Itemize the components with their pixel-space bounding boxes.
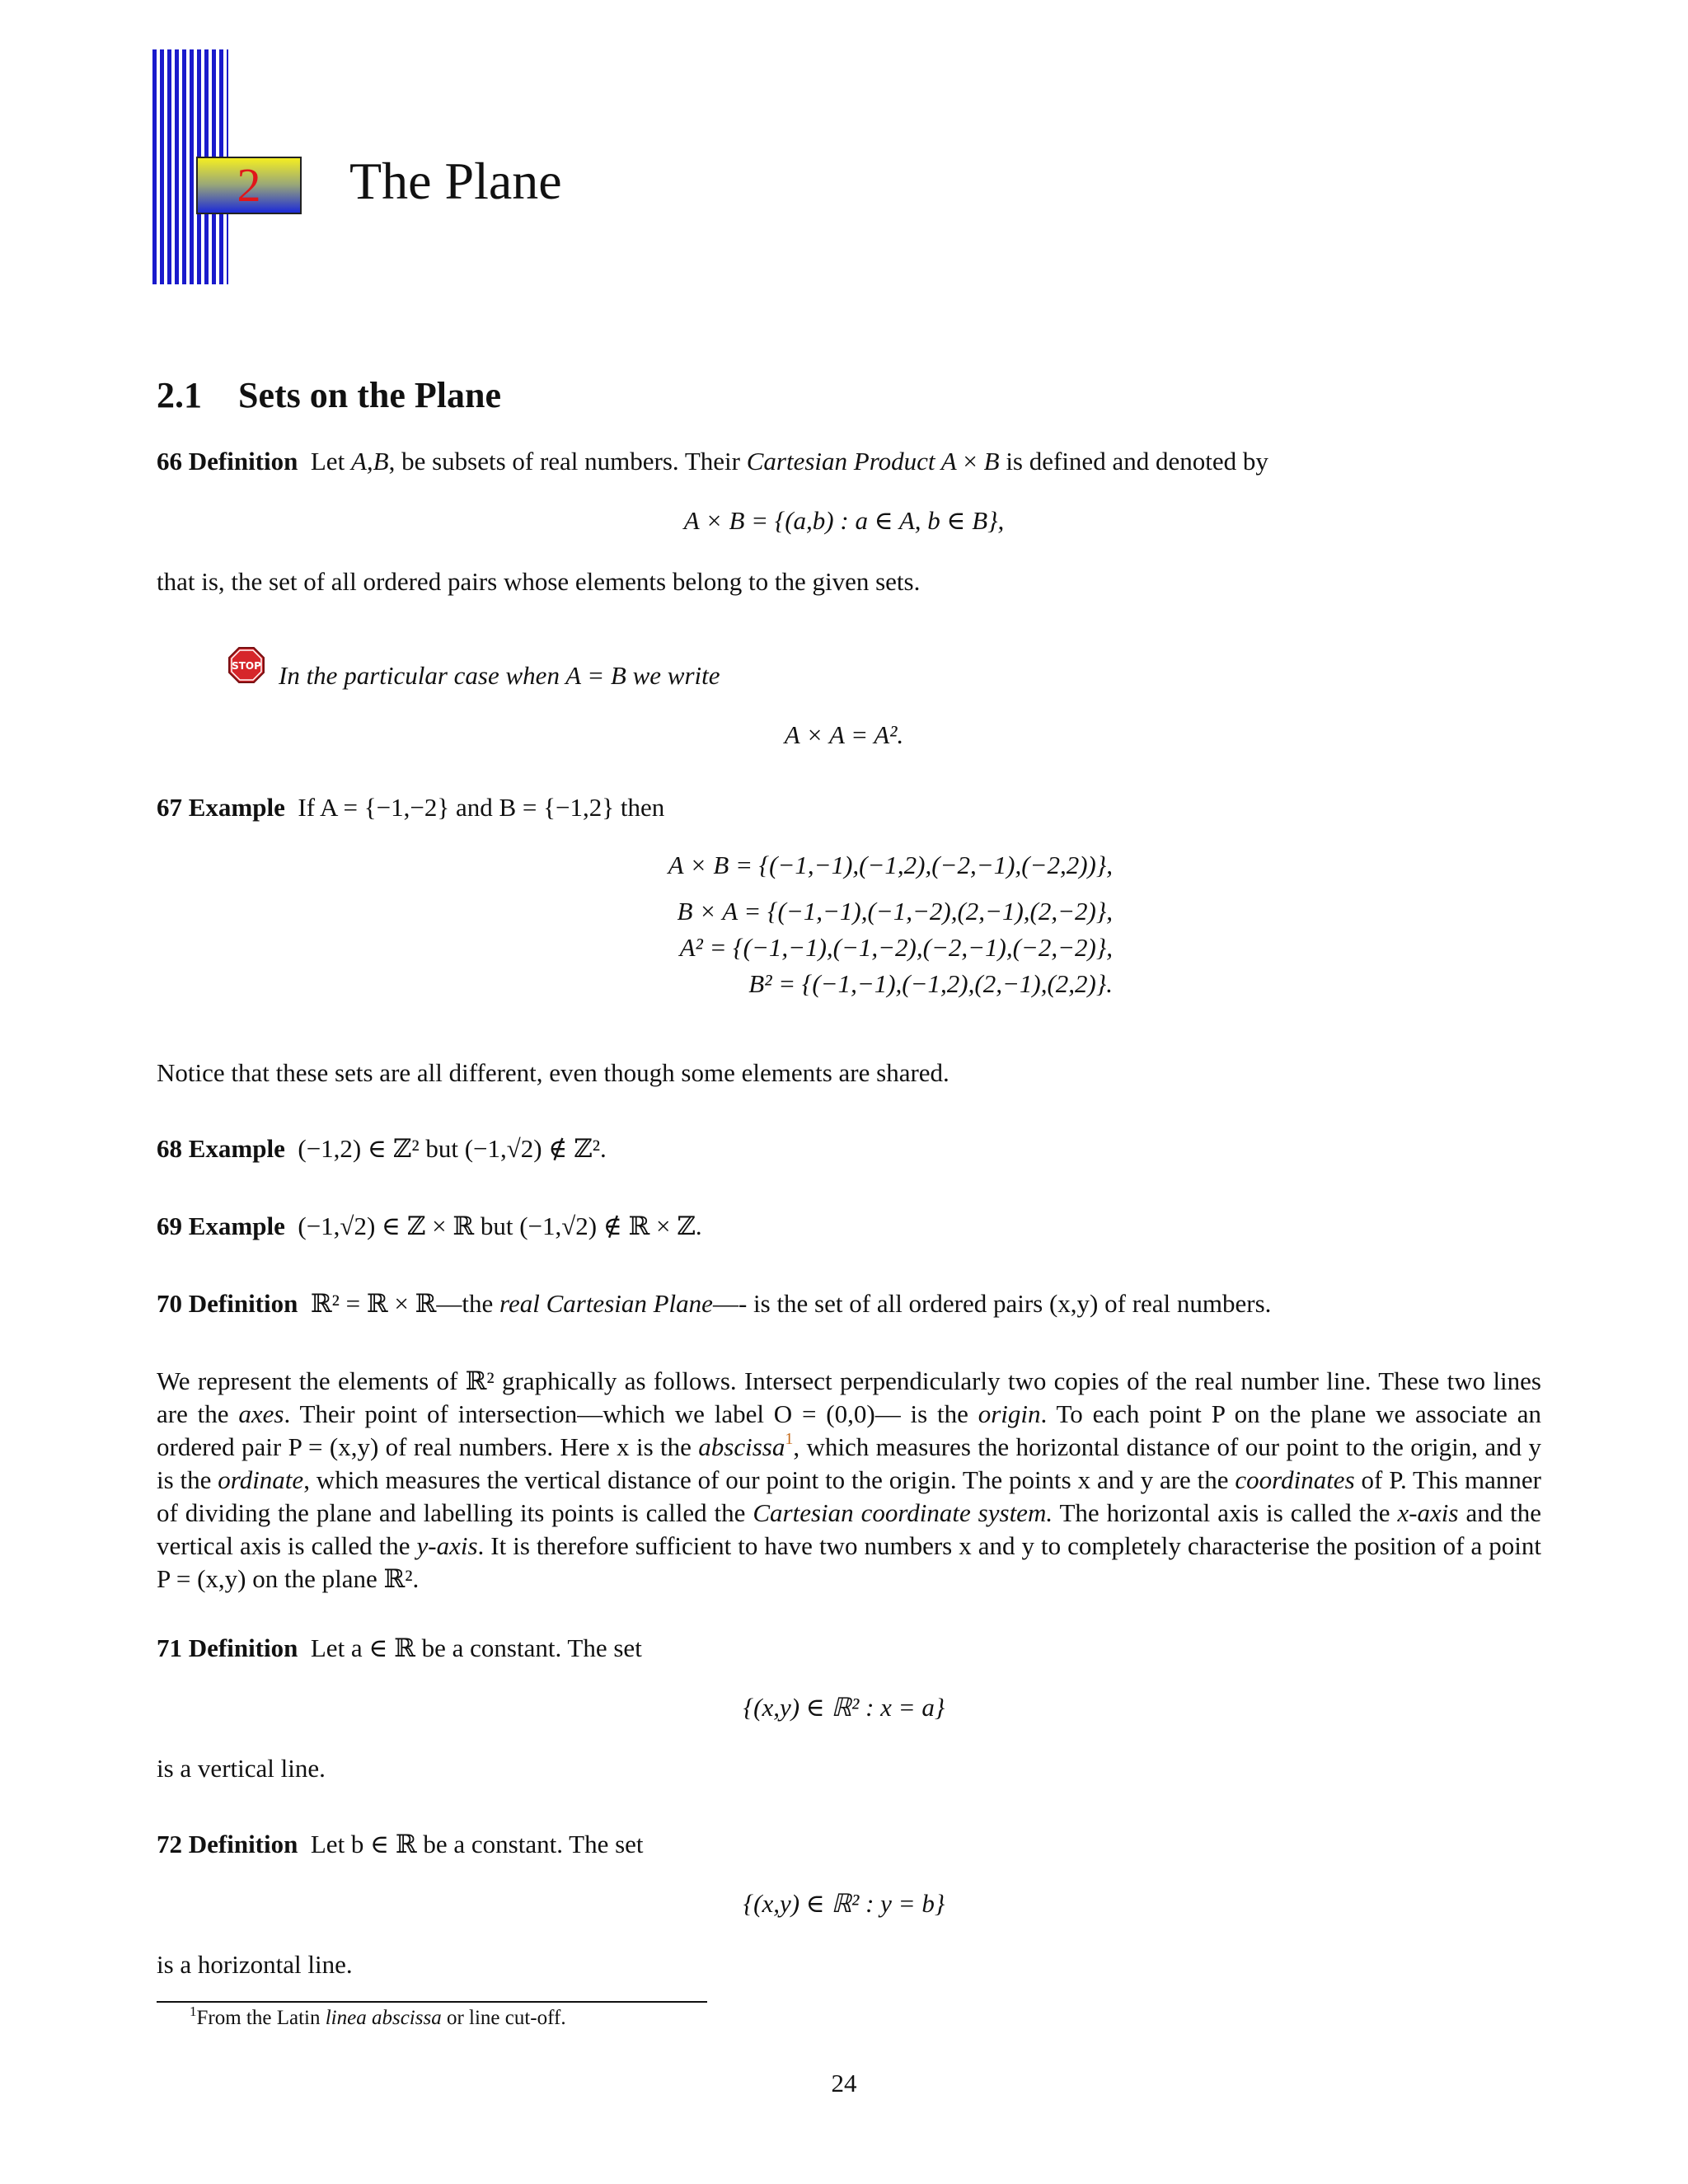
para-cartesian: Cartesian coordinate system.	[753, 1498, 1053, 1527]
definition-66-after: that is, the set of all ordered pairs whose elements belong to the given sets.	[157, 567, 921, 596]
example-67-text: If A = {−1,−2} and B = {−1,2} then	[298, 793, 665, 822]
example-69	[157, 1210, 702, 1243]
definition-70	[157, 1287, 1271, 1320]
para-axes: axes	[238, 1399, 284, 1428]
def66-text-c: , be subsets of real numbers. Their	[388, 447, 747, 476]
para-s6: of P. This manner of dividing the plane and labelling its points is called the	[157, 1465, 1541, 1527]
definition-72-text: Let b ∈ ℝ be a constant. The set	[310, 1830, 644, 1858]
equation-line: B × A = {(−1,−1),(−1,−2),(2,−1),(2,−2)},	[677, 897, 1113, 926]
chapter-title: The Plane	[349, 152, 562, 210]
footnote	[190, 2004, 566, 2032]
para-xaxis: x-axis	[1397, 1498, 1459, 1527]
def66-text-a: Let	[310, 447, 351, 476]
para-s8: and the vertical axis is called the	[157, 1498, 1542, 1560]
section-heading	[157, 373, 501, 419]
def66-text-f: B	[983, 447, 1000, 476]
footnote-text-a: From the Latin	[196, 2007, 326, 2029]
definition-72	[157, 1828, 644, 1861]
para-s2: . Their point of intersection—which we label O = (0,0)— is the	[284, 1399, 978, 1428]
definition-71-label: 71 Definition	[157, 1633, 298, 1662]
example-68	[157, 1132, 607, 1165]
para-s9: . It is therefore sufficient to have two numbers x and y to completely characterise the position of a point P = (x,y) on the plane ℝ².	[157, 1531, 1541, 1593]
note-formula: A × A = A².	[784, 720, 904, 749]
footnote-number: 1	[190, 2004, 197, 2019]
horizontal-line-formula: {(x,y) ∈ ℝ² : y = b}	[743, 1889, 945, 1918]
equation-line: B² = {(−1,−1),(−1,2),(2,−1),(2,2)}.	[748, 969, 1113, 998]
def66-text-d: Cartesian Product A	[746, 447, 957, 476]
definition-72-label: 72 Definition	[157, 1830, 298, 1858]
section-number: 2.1	[157, 375, 202, 415]
para-yaxis: y-axis	[416, 1531, 478, 1560]
para-s3: . To each point P on the plane we associate an ordered pair P = (x,y) of real numbers. Here x is the	[157, 1399, 1542, 1461]
footnote-text-c: or line cut-off.	[441, 2007, 566, 2029]
para-ordinate: ordinate	[218, 1465, 304, 1494]
para-s7: The horizontal axis is called the	[1053, 1498, 1398, 1527]
example-67-label: 67 Example	[157, 793, 285, 822]
chapter-number-badge: 2	[196, 157, 302, 214]
definition-66-label: 66 Definition	[157, 447, 298, 476]
equation-line: A × B = {(−1,−1),(−1,2),(−2,−1),(−2,2))},	[668, 851, 1113, 879]
example-68-label: 68 Example	[157, 1134, 285, 1163]
example-69-label: 69 Example	[157, 1212, 285, 1240]
definition-71-after: is a vertical line.	[157, 1754, 326, 1783]
para-abscissa: abscissa	[698, 1432, 785, 1461]
example-69-text: (−1,√2) ∈ ℤ × ℝ but (−1,√2) ∉ ℝ × ℤ.	[298, 1212, 702, 1240]
equation-line: A² = {(−1,−1),(−1,−2),(−2,−1),(−2,−2)},	[679, 933, 1113, 962]
definition-72-after: is a horizontal line.	[157, 1950, 353, 1979]
footnote-rule	[157, 2001, 707, 2003]
para-coordinates: coordinates	[1235, 1465, 1355, 1494]
definition-66	[157, 445, 1268, 478]
para-s1: We represent the elements of ℝ² graphically as follows. Intersect perpendicularly two copies of the real number line. These two lines are the	[157, 1366, 1541, 1428]
definition-70-label: 70 Definition	[157, 1289, 298, 1318]
note-text: In the particular case when A = B we write	[279, 661, 720, 690]
example-67-equations	[544, 849, 1113, 1004]
page-number: 24	[831, 2069, 857, 2097]
def70-text-a: ℝ² = ℝ × ℝ—the	[310, 1289, 500, 1318]
footnote-text-b: linea abscissa	[325, 2007, 442, 2029]
definition-71-text: Let a ∈ ℝ be a constant. The set	[310, 1633, 642, 1662]
def66-text-g: is defined and denoted by	[999, 447, 1268, 476]
example-68-text: (−1,2) ∈ ℤ² but (−1,√2) ∉ ℤ².	[298, 1134, 607, 1163]
footnote-marker[interactable]: 1	[785, 1430, 794, 1448]
cartesian-product-formula: A × B = {(a,b) : a ∈ A, b ∈ B},	[683, 506, 1005, 535]
vertical-line-formula: {(x,y) ∈ ℝ² : x = a}	[743, 1693, 945, 1722]
example-67	[157, 791, 664, 824]
def70-text-b: real Cartesian Plane	[499, 1289, 713, 1318]
cartesian-system-paragraph	[157, 1365, 1541, 1596]
definition-71	[157, 1632, 642, 1665]
def66-text-b: A,B	[350, 447, 389, 476]
para-s4: , which measures the horizontal distance of our point to the origin, and y is the	[157, 1432, 1541, 1494]
stop-sign-icon	[227, 646, 265, 684]
para-s5: , which measures the vertical distance of our point to the origin. The points x and y are the	[303, 1465, 1236, 1494]
para-origin: origin	[978, 1399, 1041, 1428]
example-67-after: Notice that these sets are all different, even though some elements are shared.	[157, 1058, 950, 1087]
def70-text-c: —- is the set of all ordered pairs (x,y) of real numbers.	[712, 1289, 1272, 1318]
section-title: Sets on the Plane	[238, 375, 501, 415]
def66-text-e: ×	[956, 447, 984, 476]
stop-sign-text: STOP	[232, 660, 261, 672]
